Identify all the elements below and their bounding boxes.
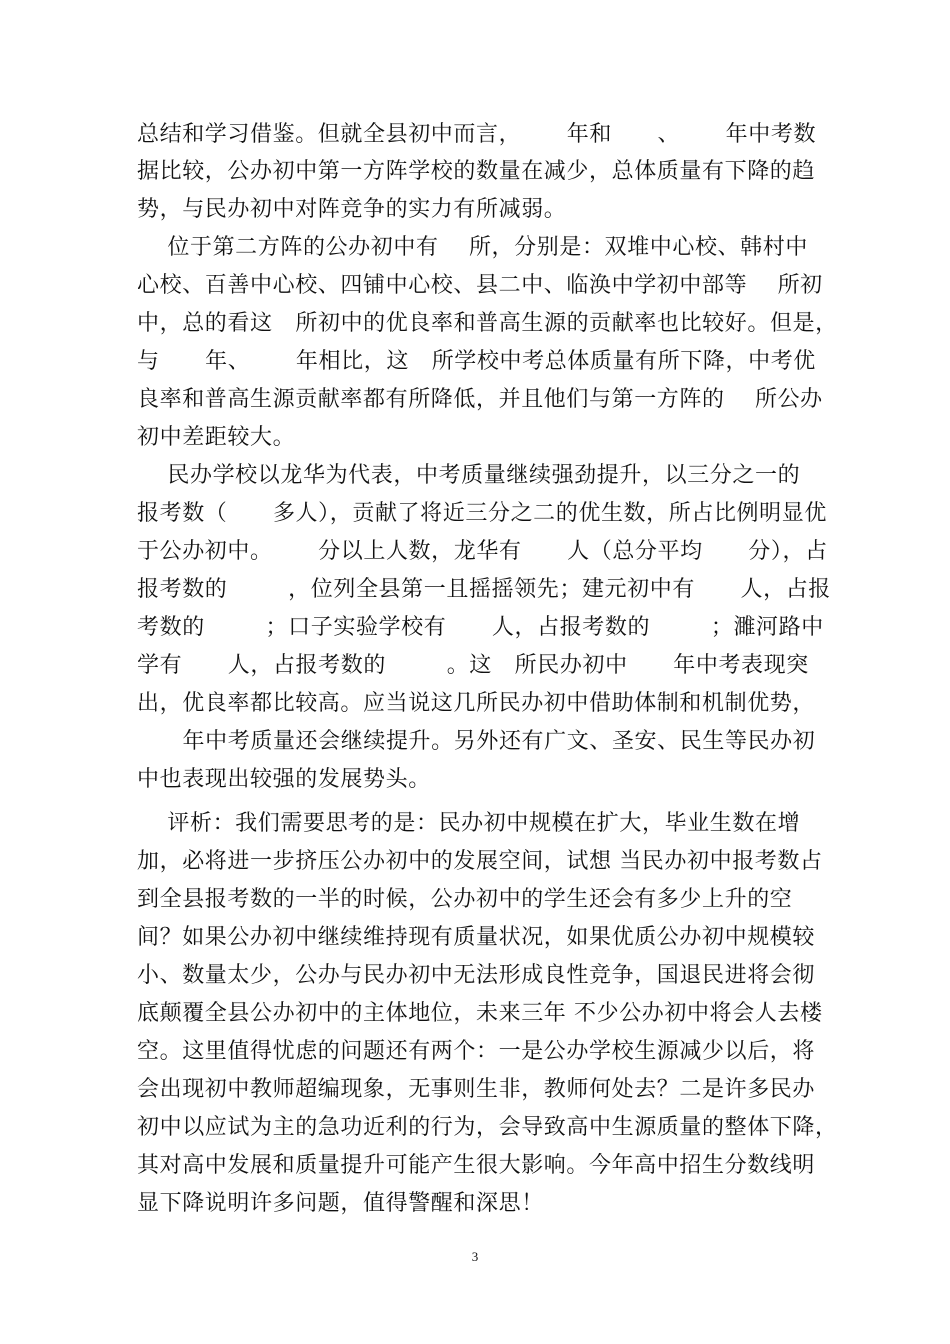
text-line: 考数的 ；口子实验学校有 人，占报考数的 ；濉河路中 [137,615,824,640]
text-line: 与 年、 年相比，这 所学校中考总体质量有所下降，中考优 [137,349,816,374]
text-line: 底颠覆全县公办初中的主体地位，未来三年 不少公办初中将会人去楼 [137,1001,823,1026]
text-line: 加，必将进一步挤压公办初中的发展空间，试想 当民办初中报考数占 [137,849,823,874]
text-line: 会出现初中教师超编现象，无事则生非，教师何处去？二是许多民办 [137,1077,816,1102]
text-line: 学有 人，占报考数的 。这 所民办初中 年中考表现突 [137,653,809,678]
text-line: 中也表现出较强的发展势头。 [137,767,431,792]
text-line: 总结和学习借鉴。但就全县初中而言， 年和 、 年中考数 [137,122,817,147]
text-line: 小、数量太少，公办与民办初中无法形成良性竞争，国退民进将会彻 [137,963,816,988]
text-line: 势，与民办初中对阵竞争的实力有所减弱。 [137,197,567,222]
text-line: 初中以应试为主的急功近利的行为，会导致高中生源质量的整体下降， [137,1115,838,1140]
text-line: 据比较，公办初中第一方阵学校的数量在减少，总体质量有下降的趋 [137,159,816,184]
text-line: 良率和普高生源贡献率都有所降低，并且他们与第一方阵的 所公办 [137,387,823,412]
text-line: 评析：我们需要思考的是：民办初中规模在扩大，毕业生数在增 [137,811,801,836]
text-line: 位于第二方阵的公办初中有 所，分别是：双堆中心校、韩村中 [137,235,808,260]
text-line: 报考数的 ，位列全县第一且摇摇领先；建元初中有 人，占报 [137,577,831,602]
text-line: 显下降说明许多问题，值得警醒和深思！ [137,1191,544,1216]
page-number: 3 [471,1249,479,1264]
text-line: 民办学校以龙华为代表，中考质量继续强劲提升，以三分之一的 [137,463,801,488]
text-line: 中，总的看这 所初中的优良率和普高生源的贡献率也比较好。但是， [137,311,838,336]
text-line: 年中考质量还会继续提升。另外还有广文、圣安、民生等民办初 [137,729,816,754]
text-line: 于公办初中。 分以上人数，龙华有 人（总分平均 分），占 [137,539,828,564]
text-line: 间？如果公办初中继续维持现有质量状况，如果优质公办初中规模较 [137,925,816,950]
text-line: 报考数（ 多人），贡献了将近三分之二的优生数，所占比例明显优 [137,501,827,526]
text-line: 空。这里值得忧虑的问题还有两个：一是公办学校生源减少以后，将 [137,1039,816,1064]
text-line: 初中差距较大。 [137,425,296,450]
text-line: 到全县报考数的一半的时候，公办初中的学生还会有多少上升的空 [137,887,793,912]
text-line: 心校、百善中心校、四铺中心校、县二中、临涣中学初中部等 所初 [137,273,823,298]
text-line: 出，优良率都比较高。应当说这几所民办初中借助体制和机制优势， [137,691,816,716]
text-line: 其对高中发展和质量提升可能产生很大影响。今年高中招生分数线明 [137,1153,816,1178]
